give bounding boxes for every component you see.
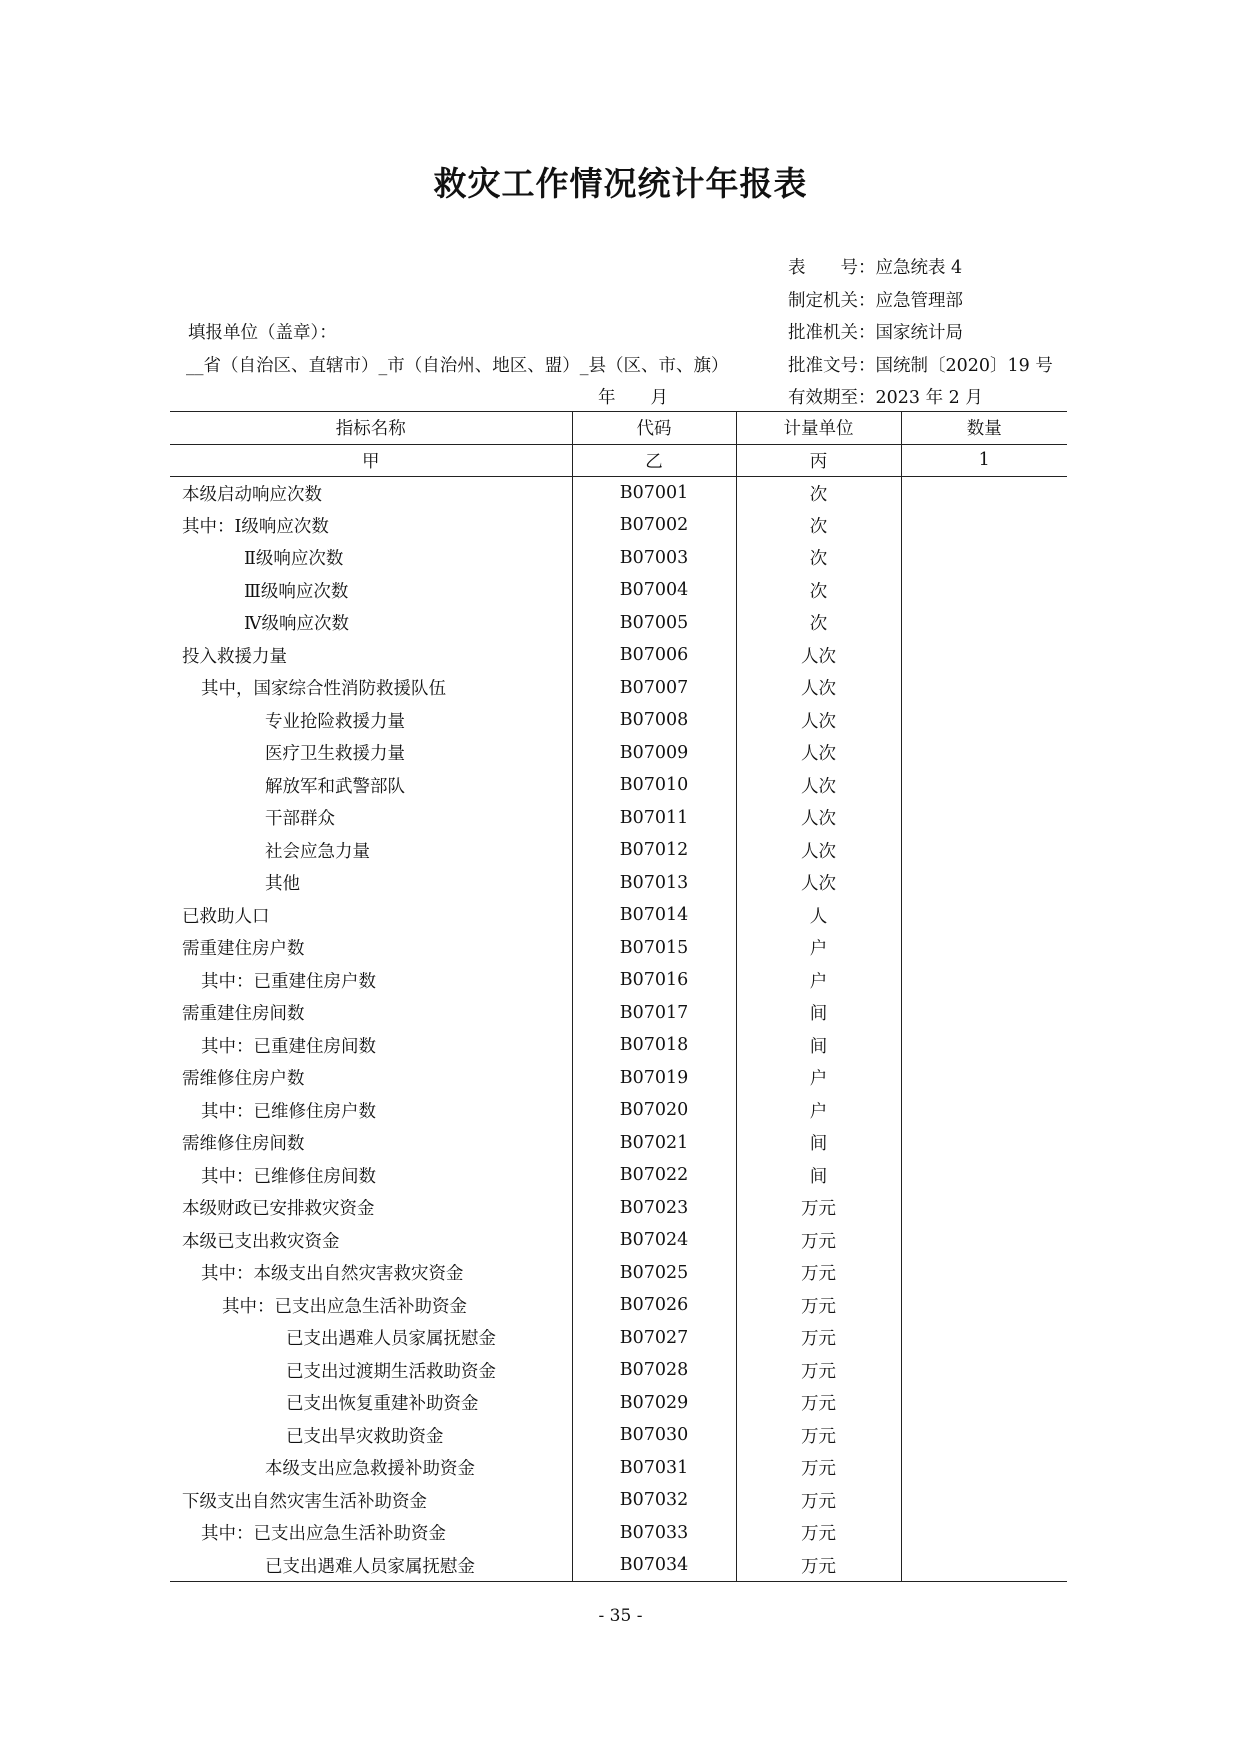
indicator-name: 解放军和武警部队 xyxy=(170,769,572,802)
indicator-code: B07023 xyxy=(572,1192,736,1225)
indicator-unit: 次 xyxy=(736,477,901,510)
indicator-quantity xyxy=(901,542,1067,575)
indicator-name: Ⅳ级响应次数 xyxy=(170,607,572,640)
page-number: - 35 - xyxy=(598,1606,643,1626)
indicator-unit: 万元 xyxy=(736,1322,901,1355)
indicator-code: B07020 xyxy=(572,1094,736,1127)
indicator-quantity xyxy=(901,1127,1067,1160)
col-sub-quantity: 1 xyxy=(901,444,1067,477)
indicator-unit: 人次 xyxy=(736,737,901,770)
issuing-authority: 制定机关：应急管理部 xyxy=(788,290,963,311)
col-sub-indicator: 甲 xyxy=(170,444,572,477)
table-row xyxy=(170,964,1067,997)
indicator-name: 社会应急力量 xyxy=(170,834,572,867)
indicator-unit: 次 xyxy=(736,607,901,640)
indicator-quantity xyxy=(901,932,1067,965)
table-row xyxy=(170,932,1067,965)
table-row xyxy=(170,834,1067,867)
indicator-unit: 万元 xyxy=(736,1549,901,1582)
indicator-quantity xyxy=(901,639,1067,672)
table-row xyxy=(170,1062,1067,1095)
indicator-unit: 万元 xyxy=(736,1192,901,1225)
indicator-code: B07029 xyxy=(572,1387,736,1420)
indicator-quantity xyxy=(901,477,1067,510)
indicator-name: 医疗卫生救援力量 xyxy=(170,737,572,770)
region-line: __省（自治区、直辖市）_市（自治州、地区、盟）_县（区、市、旗） xyxy=(186,355,729,376)
indicator-name: Ⅱ级响应次数 xyxy=(170,542,572,575)
indicator-unit: 万元 xyxy=(736,1452,901,1485)
indicator-unit: 人 xyxy=(736,899,901,932)
table-body xyxy=(170,477,1067,1582)
indicator-name: 其中：已维修住房户数 xyxy=(170,1094,572,1127)
valid-until: 有效期至：2023 年 2 月 xyxy=(788,388,983,408)
indicator-unit: 万元 xyxy=(736,1257,901,1290)
indicator-quantity xyxy=(901,672,1067,705)
indicator-unit: 人次 xyxy=(736,867,901,900)
indicator-code: B07002 xyxy=(572,509,736,542)
table-row xyxy=(170,1094,1067,1127)
table-row xyxy=(170,1322,1067,1355)
table-row xyxy=(170,737,1067,770)
indicator-code: B07007 xyxy=(572,672,736,705)
indicator-quantity xyxy=(901,899,1067,932)
indicator-name: 本级财政已安排救灾资金 xyxy=(170,1192,572,1225)
indicator-unit: 户 xyxy=(736,1094,901,1127)
indicator-unit: 间 xyxy=(736,1159,901,1192)
table-row xyxy=(170,802,1067,835)
indicator-unit: 间 xyxy=(736,997,901,1030)
indicator-quantity xyxy=(901,1159,1067,1192)
indicator-quantity xyxy=(901,802,1067,835)
indicator-quantity xyxy=(901,737,1067,770)
indicator-quantity xyxy=(901,1322,1067,1355)
table-row xyxy=(170,1452,1067,1485)
indicator-name: 其他 xyxy=(170,867,572,900)
indicator-quantity xyxy=(901,1094,1067,1127)
indicator-code: B07018 xyxy=(572,1029,736,1062)
indicator-code: B07033 xyxy=(572,1517,736,1550)
indicator-unit: 次 xyxy=(736,509,901,542)
indicator-unit: 次 xyxy=(736,574,901,607)
indicator-unit: 间 xyxy=(736,1029,901,1062)
indicator-name: 已支出过渡期生活救助资金 xyxy=(170,1354,572,1387)
col-header-code: 代码 xyxy=(572,412,736,445)
indicator-code: B07034 xyxy=(572,1549,736,1582)
page-title: 救灾工作情况统计年报表 xyxy=(433,164,808,203)
indicator-code: B07028 xyxy=(572,1354,736,1387)
table-row xyxy=(170,509,1067,542)
indicator-code: B07006 xyxy=(572,639,736,672)
indicator-code: B07012 xyxy=(572,834,736,867)
indicator-quantity xyxy=(901,704,1067,737)
indicator-name: 专业抢险救援力量 xyxy=(170,704,572,737)
indicator-name: 其中：已重建住房户数 xyxy=(170,964,572,997)
indicator-name: 需维修住房间数 xyxy=(170,1127,572,1160)
indicator-quantity xyxy=(901,1192,1067,1225)
table-row xyxy=(170,1419,1067,1452)
indicator-name: 需维修住房户数 xyxy=(170,1062,572,1095)
indicator-unit: 万元 xyxy=(736,1484,901,1517)
table-row xyxy=(170,769,1067,802)
indicator-unit: 万元 xyxy=(736,1289,901,1322)
indicator-unit: 次 xyxy=(736,542,901,575)
table-row xyxy=(170,1354,1067,1387)
table-row xyxy=(170,1127,1067,1160)
indicator-unit: 人次 xyxy=(736,769,901,802)
indicator-code: B07022 xyxy=(572,1159,736,1192)
indicator-unit: 万元 xyxy=(736,1224,901,1257)
indicator-quantity xyxy=(901,1517,1067,1550)
indicator-name: 其中：已支出应急生活补助资金 xyxy=(170,1289,572,1322)
indicator-name: 本级启动响应次数 xyxy=(170,477,572,510)
indicator-code: B07015 xyxy=(572,932,736,965)
indicator-code: B07008 xyxy=(572,704,736,737)
indicator-quantity xyxy=(901,997,1067,1030)
indicator-code: B07009 xyxy=(572,737,736,770)
indicator-code: B07013 xyxy=(572,867,736,900)
indicator-code: B07003 xyxy=(572,542,736,575)
indicator-quantity xyxy=(901,574,1067,607)
table-row xyxy=(170,1517,1067,1550)
indicator-name: 其中：已支出应急生活补助资金 xyxy=(170,1517,572,1550)
indicator-name: 需重建住房户数 xyxy=(170,932,572,965)
indicator-name: 其中：Ⅰ级响应次数 xyxy=(170,509,572,542)
indicator-name: 下级支出自然灾害生活补助资金 xyxy=(170,1484,572,1517)
table-row xyxy=(170,1029,1067,1062)
indicator-name: 其中：已维修住房间数 xyxy=(170,1159,572,1192)
indicator-unit: 万元 xyxy=(736,1387,901,1420)
table-row xyxy=(170,477,1067,510)
indicator-quantity xyxy=(901,1452,1067,1485)
indicator-code: B07016 xyxy=(572,964,736,997)
table-row xyxy=(170,997,1067,1030)
indicator-name: 干部群众 xyxy=(170,802,572,835)
col-header-quantity: 数量 xyxy=(901,412,1067,445)
table-row xyxy=(170,1159,1067,1192)
indicator-quantity xyxy=(901,1419,1067,1452)
indicator-quantity xyxy=(901,509,1067,542)
indicator-unit: 户 xyxy=(736,964,901,997)
indicator-unit: 万元 xyxy=(736,1354,901,1387)
indicator-name: 其中，国家综合性消防救援队伍 xyxy=(170,672,572,705)
indicator-unit: 人次 xyxy=(736,802,901,835)
indicator-code: B07014 xyxy=(572,899,736,932)
indicator-quantity xyxy=(901,1387,1067,1420)
indicator-code: B07030 xyxy=(572,1419,736,1452)
reporting-unit-block xyxy=(188,317,729,382)
indicator-name: 其中：已重建住房间数 xyxy=(170,1029,572,1062)
indicator-name: 本级已支出救灾资金 xyxy=(170,1224,572,1257)
statistics-table xyxy=(170,411,1067,1582)
indicator-quantity xyxy=(901,1062,1067,1095)
col-header-unit: 计量单位 xyxy=(736,412,901,445)
col-sub-code: 乙 xyxy=(572,444,736,477)
subheader-row xyxy=(170,444,1067,477)
indicator-unit: 万元 xyxy=(736,1419,901,1452)
indicator-code: B07010 xyxy=(572,769,736,802)
indicator-quantity xyxy=(901,1484,1067,1517)
indicator-code: B07001 xyxy=(572,477,736,510)
indicator-quantity xyxy=(901,964,1067,997)
indicator-code: B07011 xyxy=(572,802,736,835)
indicator-unit: 人次 xyxy=(736,834,901,867)
indicator-code: B07005 xyxy=(572,607,736,640)
form-number: 表 号：应急统表 4 xyxy=(788,258,963,278)
table-row xyxy=(170,867,1067,900)
indicator-unit: 人次 xyxy=(736,672,901,705)
indicator-name: 投入救援力量 xyxy=(170,639,572,672)
col-header-indicator: 指标名称 xyxy=(170,412,572,445)
indicator-unit: 人次 xyxy=(736,704,901,737)
indicator-name: 本级支出应急救援补助资金 xyxy=(170,1452,572,1485)
table-row xyxy=(170,1484,1067,1517)
col-sub-unit: 丙 xyxy=(736,444,901,477)
indicator-unit: 人次 xyxy=(736,639,901,672)
header-row xyxy=(170,412,1067,445)
indicator-quantity xyxy=(901,769,1067,802)
indicator-code: B07026 xyxy=(572,1289,736,1322)
indicator-name: 已救助人口 xyxy=(170,899,572,932)
indicator-quantity xyxy=(901,607,1067,640)
indicator-code: B07025 xyxy=(572,1257,736,1290)
indicator-code: B07019 xyxy=(572,1062,736,1095)
table-row xyxy=(170,1289,1067,1322)
indicator-quantity xyxy=(901,1549,1067,1582)
table-row xyxy=(170,899,1067,932)
indicator-code: B07027 xyxy=(572,1322,736,1355)
indicator-unit: 间 xyxy=(736,1127,901,1160)
indicator-code: B07032 xyxy=(572,1484,736,1517)
table-row xyxy=(170,1549,1067,1582)
indicator-name: 已支出恢复重建补助资金 xyxy=(170,1387,572,1420)
indicator-quantity xyxy=(901,1354,1067,1387)
indicator-name: 已支出旱灾救助资金 xyxy=(170,1419,572,1452)
indicator-unit: 万元 xyxy=(736,1517,901,1550)
table-row xyxy=(170,1257,1067,1290)
table-row xyxy=(170,542,1067,575)
indicator-code: B07004 xyxy=(572,574,736,607)
table-row xyxy=(170,704,1067,737)
indicator-unit: 户 xyxy=(736,932,901,965)
indicator-quantity xyxy=(901,867,1067,900)
indicator-quantity xyxy=(901,1257,1067,1290)
indicator-quantity xyxy=(901,834,1067,867)
indicator-unit: 户 xyxy=(736,1062,901,1095)
table-row xyxy=(170,672,1067,705)
indicator-code: B07017 xyxy=(572,997,736,1030)
year-month-label: 年 月 xyxy=(598,388,668,408)
reporting-unit-label: 填报单位（盖章）： xyxy=(188,323,337,343)
approving-authority: 批准机关：国家统计局 xyxy=(788,323,963,343)
indicator-name: 需重建住房间数 xyxy=(170,997,572,1030)
indicator-code: B07024 xyxy=(572,1224,736,1257)
indicator-quantity xyxy=(901,1029,1067,1062)
table-row xyxy=(170,1387,1067,1420)
indicator-name: 其中：本级支出自然灾害救灾资金 xyxy=(170,1257,572,1290)
indicator-name: Ⅲ级响应次数 xyxy=(170,574,572,607)
indicator-quantity xyxy=(901,1289,1067,1322)
table-row xyxy=(170,574,1067,607)
table-row xyxy=(170,639,1067,672)
form-meta-block xyxy=(788,252,1053,415)
indicator-code: B07021 xyxy=(572,1127,736,1160)
approval-number: 批准文号：国统制〔2020〕19 号 xyxy=(788,355,1053,376)
indicator-quantity xyxy=(901,1224,1067,1257)
table-row xyxy=(170,1192,1067,1225)
table-row xyxy=(170,1224,1067,1257)
table-row xyxy=(170,607,1067,640)
indicator-name: 已支出遇难人员家属抚慰金 xyxy=(170,1549,572,1582)
indicator-name: 已支出遇难人员家属抚慰金 xyxy=(170,1322,572,1355)
indicator-code: B07031 xyxy=(572,1452,736,1485)
